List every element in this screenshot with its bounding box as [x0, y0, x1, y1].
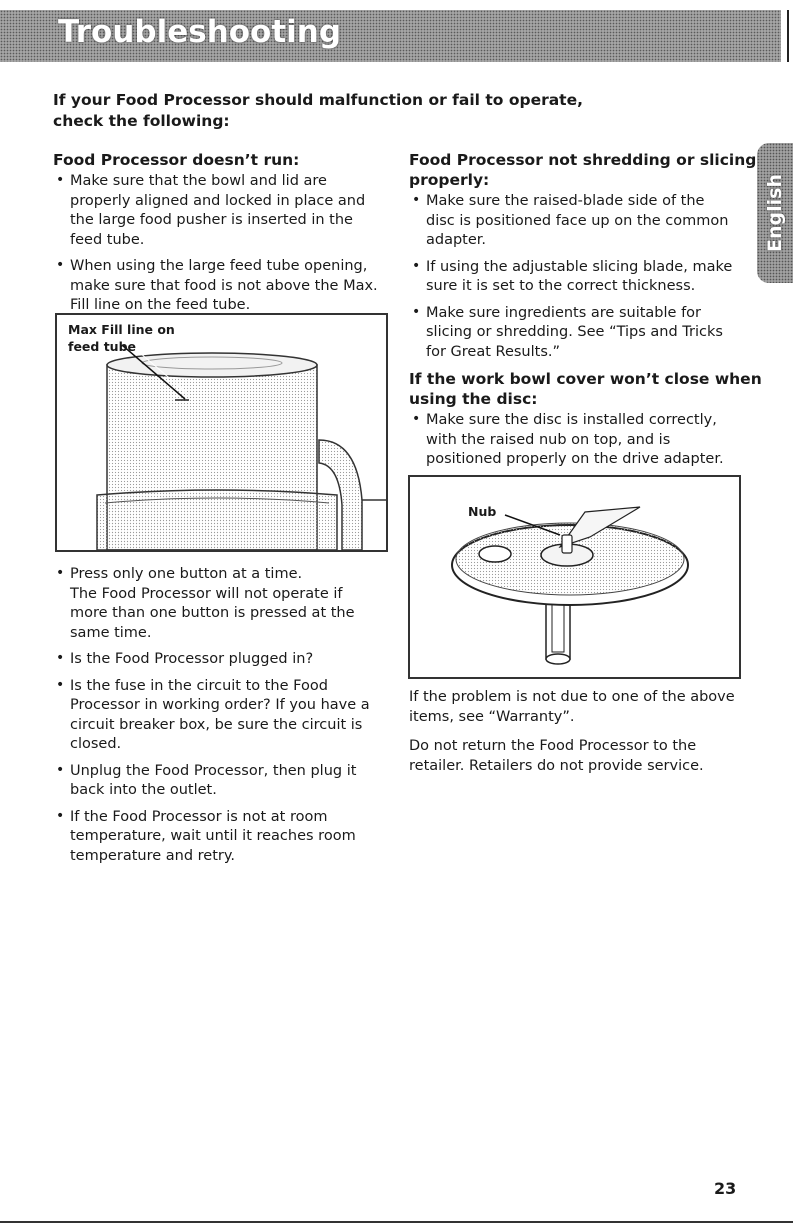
list-item: • Unplug the Food Processor, then plug it back into the outlet.	[53, 762, 388, 801]
edge-rule	[787, 10, 789, 62]
bullet-list	[53, 565, 388, 866]
intro-line: check the following:	[53, 112, 230, 130]
feed-tube-figure	[55, 313, 388, 552]
title-banner	[0, 10, 781, 62]
language-tab-label: English	[764, 174, 786, 252]
right-column	[409, 150, 762, 477]
disc-nub-figure	[408, 475, 741, 679]
nub-label: Nub	[468, 504, 497, 519]
page-number: 23	[714, 1179, 737, 1198]
list-item: • When using the large feed tube opening, make sure that food is not above the Max. Fill line on the feed tube.	[53, 257, 388, 316]
list-item: • Is the Food Processor plugged in?	[53, 650, 388, 670]
section-heading-not-shredding: Food Processor not shredding or slicing properly:	[409, 151, 757, 189]
bullet-list	[409, 192, 744, 362]
paragraph: If the problem is not due to one of the above items, see “Warranty”.	[409, 689, 735, 725]
list-item: • If using the adjustable slicing blade, make sure it is set to the correct thickness.	[409, 258, 744, 297]
max-fill-label: Max Fill line on feed tube	[68, 322, 175, 354]
bullet-list	[409, 411, 744, 470]
intro-line: If your Food Processor should malfunction or fail to operate,	[53, 91, 583, 109]
bottom-rule	[0, 1221, 793, 1223]
section-heading-doesnt-run: Food Processor doesn’t run:	[53, 151, 300, 169]
paragraph: Do not return the Food Processor to the retailer. Retailers do not provide service.	[409, 738, 704, 774]
intro-text	[53, 90, 613, 132]
left-column	[53, 150, 388, 323]
language-tab	[757, 143, 793, 283]
section-heading-cover-wont-close: If the work bowl cover won’t close when using the disc:	[409, 370, 762, 408]
list-item: • Make sure the raised-blade side of the disc is positioned face up on the common adapter.	[409, 192, 744, 251]
list-item: • Make sure ingredients are suitable for slicing or shredding. See “Tips and Tricks for Great Results.”	[409, 304, 744, 363]
list-item: • Press only one button at a time. The Food Processor will not operate if more than one button is pressed at the same time.	[53, 565, 388, 643]
list-item: • If the Food Processor is not at room temperature, wait until it reaches room temperature and retry.	[53, 808, 388, 867]
slicing-disc-illustration	[410, 477, 739, 677]
list-item: • Is the fuse in the circuit to the Food Processor in working order? If you have a circuit breaker box, be sure the circuit is closed.	[53, 677, 388, 755]
page-title: Troubleshooting	[58, 14, 342, 50]
closing-text	[409, 688, 749, 786]
bullet-list	[53, 172, 388, 316]
list-item: • Make sure the disc is installed correctly, with the raised nub on top, and is positioned properly on the drive adapter.	[409, 411, 744, 470]
left-column-lower	[53, 565, 388, 873]
list-item: • Make sure that the bowl and lid are properly aligned and locked in place and the large food pusher is inserted in the feed tube.	[53, 172, 388, 250]
